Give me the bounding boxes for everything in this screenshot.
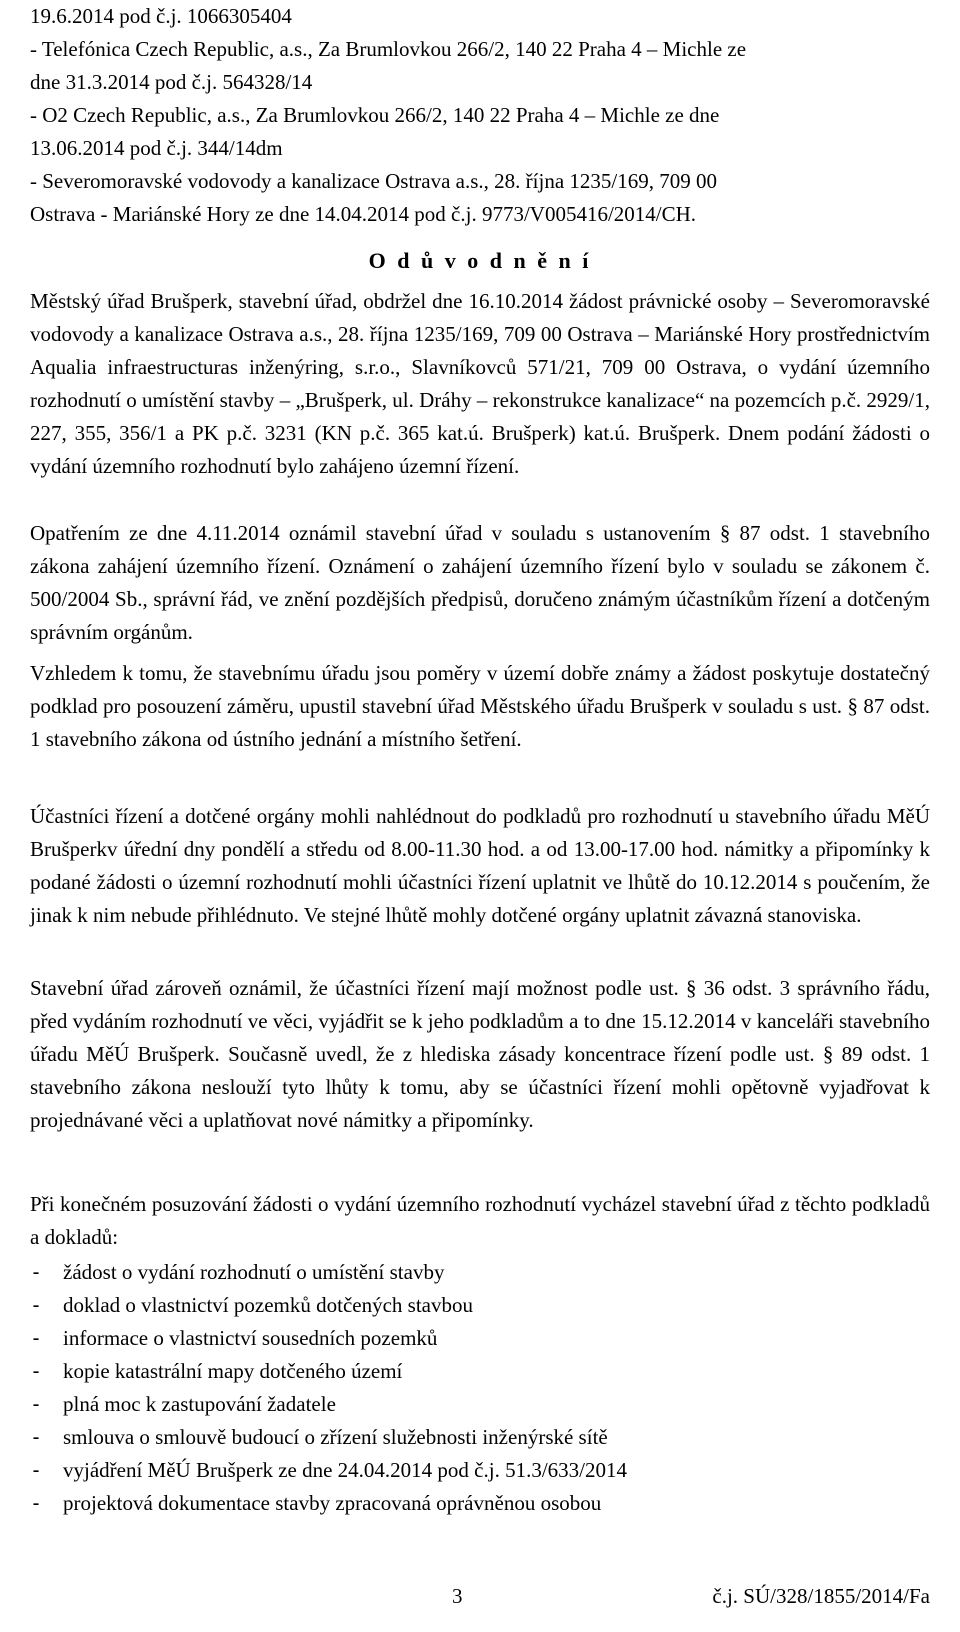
list-item (30, 1322, 930, 1355)
paragraph-application: Městský úřad Brušperk, stavební úřad, obdržel dne 16.10.2014 žádost právnické osoby – Severomoravské vodovody a kanalizace Ostrava a.s., 28. října 1235/169, 709 00 Ostrava – Mariánské Hory prostřednictvím Aqualia infraestructuras inženýring, s.r.o., Slavníkovců 571/21, 709 00 Ostrava, o vydání územního rozhodnutí o umístění stavby – „Brušperk, ul. Dráhy – rekonstrukce kanalizace“ na pozemcích p.č. 2929/1, 227, 355, 356/1 a PK p.č. 3231 (KN p.č. 365 kat.ú. Brušperk) kat.ú. Brušperk. Dnem podání žádosti o vydání územního rozhodnutí bylo zahájeno územní řízení. (30, 289, 930, 478)
list-item (30, 1355, 930, 1388)
page-number: 3 (452, 1584, 463, 1608)
list-marker: - (30, 1392, 43, 1416)
list-item-text: smlouva o smlouvě budoucí o zřízení služebnosti inženýrské sítě (63, 1425, 608, 1449)
intro-line: - Severomoravské vodovody a kanalizace Ostrava a.s., 28. října 1235/169, 709 00 (30, 169, 717, 193)
intro-line: 19.6.2014 pod č.j. 1066305404 (30, 4, 292, 28)
intro-line: dne 31.3.2014 pod č.j. 564328/14 (30, 70, 313, 94)
list-item-text: doklad o vlastnictví pozemků dotčených stavbou (63, 1293, 473, 1317)
intro-line: - O2 Czech Republic, a.s., Za Brumlovkou 266/2, 140 22 Praha 4 – Michle ze dne (30, 103, 720, 127)
documents-list (30, 1256, 930, 1520)
intro-block (30, 0, 930, 231)
list-item-text: plná moc k zastupování žadatele (63, 1392, 336, 1416)
list-marker: - (30, 1458, 43, 1482)
list-marker: - (30, 1425, 43, 1449)
paragraph-concentration: Stavební úřad zároveň oznámil, že účastníci řízení mají možnost podle ust. § 36 odst. 3 správního řádu, před vydáním rozhodnutí ve věci, vyjádřit se k jeho podkladům a to dne 15.12.2014 v kanceláři stavebního úřadu MěÚ Brušperk. Současně uvedl, že z hlediska zásady koncentrace řízení podle ust. § 89 odst. 1 stavebního zákona neslouží tyto lhůty k tomu, aby se účastníci řízení mohli opětovně vyjadřovat k projednávané věci a uplatňovat nové námitky a připomínky. (30, 976, 930, 1132)
section-heading: O d ů v o d n ě n í (368, 248, 592, 273)
list-marker: - (30, 1491, 43, 1515)
list-marker: - (30, 1260, 43, 1284)
list-item (30, 1421, 930, 1454)
intro-line: 13.06.2014 pod č.j. 344/14dm (30, 136, 283, 160)
list-item (30, 1388, 930, 1421)
list-item (30, 1454, 930, 1487)
list-item-text: kopie katastrální mapy dotčeného území (63, 1359, 403, 1383)
list-item-text: žádost o vydání rozhodnutí o umístění stavby (63, 1260, 445, 1284)
list-marker: - (30, 1359, 43, 1383)
paragraph-notice: Opatřením ze dne 4.11.2014 oznámil stavební úřad v souladu s ustanovením § 87 odst. 1 stavebního zákona zahájení územního řízení. Oznámení o zahájení územního řízení bylo v souladu se zákonem č. 500/2004 Sb., správní řád, ve znění pozdějších předpisů, doručeno známým účastníkům řízení a dotčeným správním orgánům. (30, 521, 930, 644)
list-item (30, 1289, 930, 1322)
list-item-text: projektová dokumentace stavby zpracovaná oprávněnou osobou (63, 1491, 602, 1515)
list-marker: - (30, 1326, 43, 1350)
list-item (30, 1487, 930, 1520)
list-marker: - (30, 1293, 43, 1317)
intro-line: Ostrava - Mariánské Hory ze dne 14.04.2014 pod č.j. 9773/V005416/2014/CH. (30, 202, 697, 226)
paragraph-participants: Účastníci řízení a dotčené orgány mohli nahlédnout do podkladů pro rozhodnutí u stavebního úřadu MěÚ Brušperkv úřední dny pondělí a středu od 8.00-11.30 hod. a od 13.00-17.00 hod. námitky a připomínky k podané žádosti o územní rozhodnutí mohli účastníci řízení uplatnit ve lhůtě do 10.12.2014 s poučením, že jinak k nim nebude přihlédnuto. Ve stejné lhůtě mohly dotčené orgány uplatnit závazná stanoviska. (30, 804, 930, 927)
paragraph-waiver: Vzhledem k tomu, že stavebnímu úřadu jsou poměry v území dobře známy a žádost poskytuje dostatečný podklad pro posouzení záměru, upustil stavební úřad Městského úřadu Brušperk v souladu s ust. § 87 odst. 1 stavebního zákona od ústního jednání a místního šetření. (30, 661, 930, 751)
list-item-text: vyjádření MěÚ Brušperk ze dne 24.04.2014 pod č.j. 51.3/633/2014 (63, 1458, 627, 1482)
list-item-text: informace o vlastnictví sousedních pozemků (63, 1326, 438, 1350)
list-item (30, 1256, 930, 1289)
paragraph-basis: Při konečném posuzování žádosti o vydání územního rozhodnutí vycházel stavební úřad z těchto podkladů a dokladů: (30, 1192, 930, 1249)
reference-number: č.j. SÚ/328/1855/2014/Fa (712, 1584, 930, 1608)
intro-line: - Telefónica Czech Republic, a.s., Za Brumlovkou 266/2, 140 22 Praha 4 – Michle ze (30, 37, 747, 61)
